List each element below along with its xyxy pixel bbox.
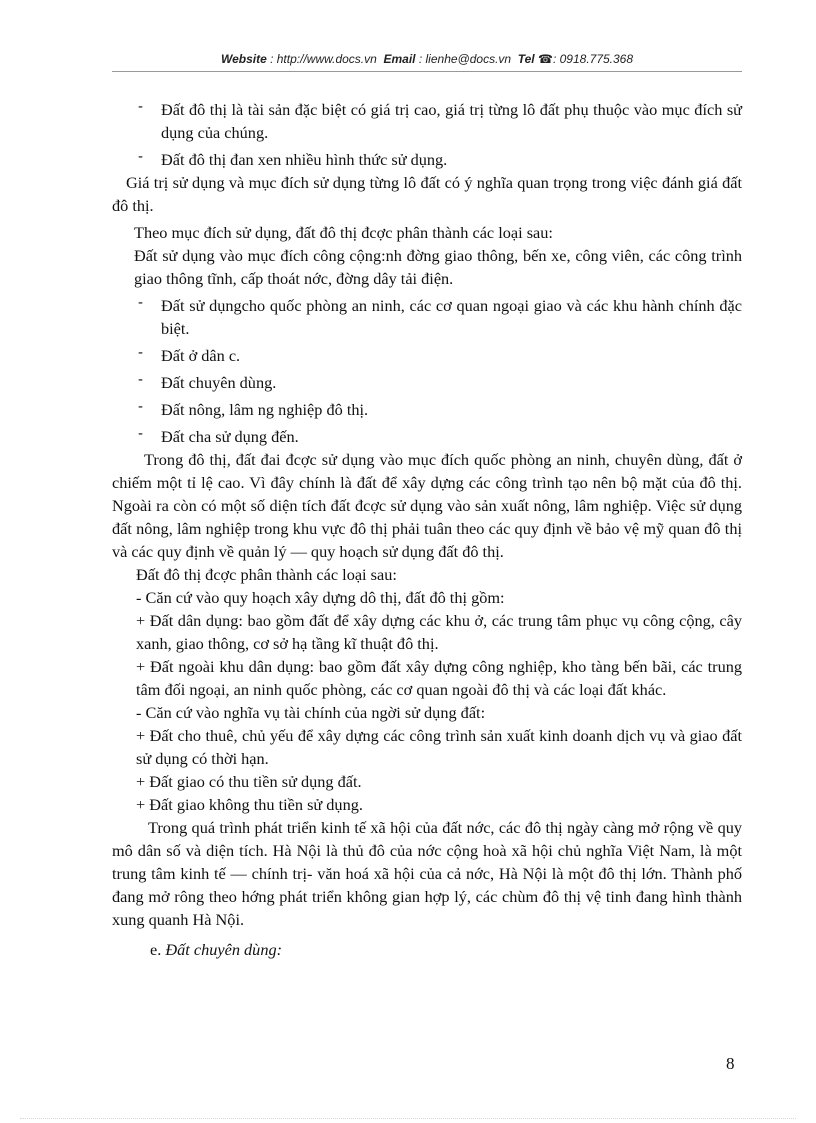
paragraph: Đất sử dụng vào mục đích công cộng:nh đờng giao thông, bến xe, công viên, các công trình giao thông tĩnh, cấp thoát nớc, đờng dây tải điện. xyxy=(134,246,742,288)
tel-label: Tel xyxy=(517,52,535,66)
bullet-dash: - xyxy=(138,371,143,388)
bullet-item xyxy=(112,148,742,171)
paragraph: Trong quá trình phát triển kinh tế xã hội của đất nớc, các đô thị ngày càng mở rộng về quy mô dân số và diện tích. Hà Nội là thủ đô của nớc cộng hoà xã hội chủ nghĩa Việt Nam, là một trung tâm kinh tế — chính trị- văn hoá xã hội của cả nớc, Hà Nội là một đô thị lớn. Thành phố đang mở rông theo hớng phát triển không gian hợp lý, các chùm đô thị vệ tinh đang hình thành xung quanh Hà Nội. xyxy=(112,818,742,929)
bullet-text: Đất cha sử dụng đến. xyxy=(161,427,299,446)
page-header xyxy=(112,52,742,68)
document-body xyxy=(112,98,742,961)
bullet-item xyxy=(112,371,742,394)
bullet-text: Đất sử dụngcho quốc phòng an ninh, các cơ quan ngoại giao và các khu hành chính đặc biệt. xyxy=(161,296,742,338)
website-value: : http://www.docs.vn xyxy=(270,52,377,66)
section-heading-text: Đất chuyên dùng: xyxy=(165,940,283,959)
bullet-text: Đất ở dân c. xyxy=(161,346,241,365)
email-label: Email xyxy=(383,52,416,66)
paragraph: Đất đô thị đcợc phân thành các loại sau: xyxy=(136,565,397,584)
paragraph: + Đất giao có thu tiền sử dụng đất. xyxy=(136,772,362,791)
page-number: 8 xyxy=(726,1054,735,1073)
paragraph: Trong đô thị, đất đai đcợc sử dụng vào mục đích quốc phòng an ninh, chuyên dùng, đất ở chiếm một tỉ lệ cao. Vì đây chính là đất để xây dựng các công trình tạo nên bộ mặt của đô thị. Ngoài ra còn có một số diện tích đất đcợc sử dụng vào sản xuất nông, lâm nghiệp. Việc sử dụng đất nông, lâm nghiệp trong khu vực đô thị phải tuân theo các quy định về bảo vệ mỹ quan đô thị và các quy định về quản lý — quy hoạch sử dụng đất đô thị. xyxy=(112,450,742,561)
bullet-dash: - xyxy=(138,425,143,442)
paragraph: + Đất giao không thu tiền sử dụng. xyxy=(136,795,363,814)
paragraph: Giá trị sử dụng và mục đích sử dụng từng lô đất có ý nghĩa quan trọng trong việc đánh giá đất đô thị. xyxy=(112,173,742,215)
bullet-dash: - xyxy=(138,148,143,165)
paragraph: Theo mục đích sử dụng, đất đô thị đcợc phân thành các loại sau: xyxy=(134,223,553,242)
paragraph: + Đất ngoài khu dân dụng: bao gồm đất xây dựng công nghiệp, kho tàng bến bãi, các trung tâm đối ngoại, an ninh quốc phòng, các cơ quan ngoài đô thị và các loại đất khác. xyxy=(136,657,742,699)
tel-value: : 0918.775.368 xyxy=(552,52,634,66)
bullet-text: Đất chuyên dùng. xyxy=(161,373,277,392)
footer-divider xyxy=(20,1118,796,1119)
bullet-item xyxy=(112,398,742,421)
bullet-text: Đất nông, lâm ng nghiệp đô thị. xyxy=(161,400,369,419)
bullet-text: Đất đô thị đan xen nhiều hình thức sử dụng. xyxy=(161,150,448,169)
bullet-dash: - xyxy=(138,398,143,415)
bullet-dash: - xyxy=(138,344,143,361)
phone-icon: ☎ xyxy=(538,52,553,66)
paragraph: + Đất dân dụng: bao gồm đất để xây dựng các khu ở, các trung tâm phục vụ công cộng, cây xanh, giao thông, cơ sở hạ tầng kĩ thuật đô thị. xyxy=(136,611,742,653)
email-value: : lienhe@docs.vn xyxy=(418,52,512,66)
bullet-text: Đất đô thị là tài sản đặc biệt có giá trị cao, giá trị từng lô đất phụ thuộc vào mục đích sử dụng của chúng. xyxy=(161,100,742,142)
section-heading xyxy=(112,938,742,961)
header-divider xyxy=(112,71,742,72)
bullet-item xyxy=(112,98,742,144)
bullet-dash: - xyxy=(138,98,143,115)
bullet-dash: - xyxy=(138,294,143,311)
bullet-item xyxy=(112,425,742,448)
paragraph: - Căn cứ vào nghĩa vụ tài chính của ngời sử dụng đất: xyxy=(136,703,486,722)
paragraph: + Đất cho thuê, chủ yếu để xây dựng các công trình sản xuất kinh doanh dịch vụ và giao đất sử dụng có thời hạn. xyxy=(136,726,742,768)
section-heading-prefix: e. xyxy=(150,940,162,959)
paragraph: - Căn cứ vào quy hoạch xây dựng dô thị, đất đô thị gồm: xyxy=(136,588,505,607)
bullet-item xyxy=(112,344,742,367)
bullet-item xyxy=(112,294,742,340)
website-label: Website xyxy=(220,52,267,66)
